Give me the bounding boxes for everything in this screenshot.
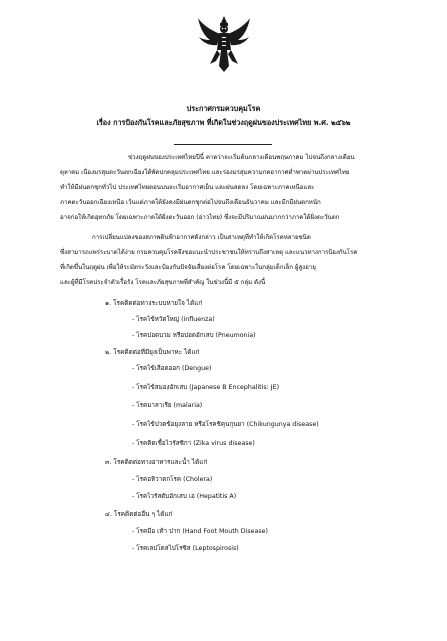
paragraph1-line: ทำให้มีฝนตกชุกทั่วไป ประเทศไทยตอนบนจะเริ่มอากาศเย็น และฝนลดลง โดยเฉพาะภาคเหนือและ — [60, 184, 315, 191]
paragraph1-line: ตุลาคม เนื่องมรสุมตะวันตกเฉียงใต้พัดปกคลุมประเทศไทย และร่องมรสุมความกดอากาศต่ำพาดผ่านประเทศไทย — [60, 169, 350, 176]
disease-item: - โรคอหิวาตกโรค (Cholera) — [132, 476, 213, 483]
paragraph2-line: ที่เกิดขึ้นในฤดูฝน เพื่อให้ระมัดระวังและป้องกันปัจจัยเสี่ยงต่อโรค โดยเฉพาะในกลุ่มเด็กเล็ก ผู้สูงอายุ — [60, 264, 316, 271]
paragraph2-line: ซึ่งสามารถแพร่ระบาดได้ง่าย กรมควบคุมโรคจึงขอแนะนำประชาชนให้ทราบถึงสาเหตุ และแนวทางการป้องกันโรค — [60, 249, 358, 256]
disease-item: - โรคไข้หวัดใหญ่ (influenza) — [132, 316, 215, 323]
group-heading: ๓. โรคติดต่อทางอาหารและน้ำ ได้แก่ — [105, 458, 208, 466]
disease-item: - โรคปอดบวม หรือปอดอักเสบ (Pneumonia) — [132, 332, 256, 339]
group-heading: ๔. โรคติดต่ออื่น ๆ ได้แก่ — [105, 510, 173, 518]
disease-item: - โรคไวรัสตับอักเสบ เอ (Hepatitis A) — [132, 493, 237, 500]
title-divider — [174, 144, 272, 145]
disease-item: - โรคมาลาเรีย (malaria) — [132, 402, 203, 409]
group-heading: ๒. โรคติดต่อที่มียุงเป็นพาหะ ได้แก่ — [105, 348, 200, 356]
paragraph1-line: อาจก่อให้เกิดอุทกภัย โดยเฉพาะภาคใต้ฝั่งตะวันออก (อ่าวไทย) ซึ่งจะมีปริมาณฝนมากกว่าภาคใต้ฝั่งตะวันตก — [60, 214, 340, 221]
group-heading: ๑. โรคติดต่อทางระบบหายใจ ได้แก่ — [105, 299, 203, 307]
disease-item: - โรคไข้เลือดออก (Dengue) — [132, 365, 212, 372]
paragraph1-line: ภาคตะวันออกเฉียงเหนือ เว้นแต่ภาคใต้ยังคงมีฝนตกชุกต่อไปจนถึงเดือนธันวาคม และมีกมีฝนตกหนัก — [60, 199, 321, 206]
disease-item: - โรคไข้สมองอักเสบ (Japanese B Encephalitis: JE) — [132, 384, 280, 391]
paragraph2-line: และผู้ที่มีโรคประจำตัวเรื้อรัง โรคและภัยสุขภาพที่สำคัญ ในช่วงนี้มี ๕ กลุ่ม ดังนี้ — [60, 279, 266, 286]
disease-item: - โรคติดเชื้อไวรัสซิกา (Zika virus disease) — [132, 440, 255, 447]
disease-item: - โรคไข้ปวดข้อยุงลาย หรือโรคชิคุนกุนยา (Chikungunya disease) — [132, 421, 319, 428]
disease-item: - โรคมือ เท้า ปาก (Hand Foot Mouth Disease) — [132, 528, 268, 535]
announcement-title: ประกาศกรมควบคุมโรค — [186, 104, 261, 113]
paragraph1-line: ช่วงฤดูฝนของประเทศไทยปีนี้ คาดว่าจะเริ่มต้นกลางเดือนพฤษภาคม ไปจนถึงกลางเดือน — [128, 154, 355, 161]
disease-item: - โรคเลปโตสไปโรซิส (Leptospirosis) — [132, 545, 239, 552]
garuda-emblem-icon — [196, 14, 252, 74]
announcement-subject: เรื่อง การป้องกันโรคและภัยสุขภาพ ที่เกิดในช่วงฤดูฝนของประเทศไทย พ.ศ. ๒๕๖๒ — [96, 118, 351, 127]
paragraph2-line: การเปลี่ยนแปลงของสภาพดินฟ้าอากาศดังกล่าว เป็นสาเหตุที่ทำให้เกิดโรคหลายชนิด — [92, 234, 311, 241]
